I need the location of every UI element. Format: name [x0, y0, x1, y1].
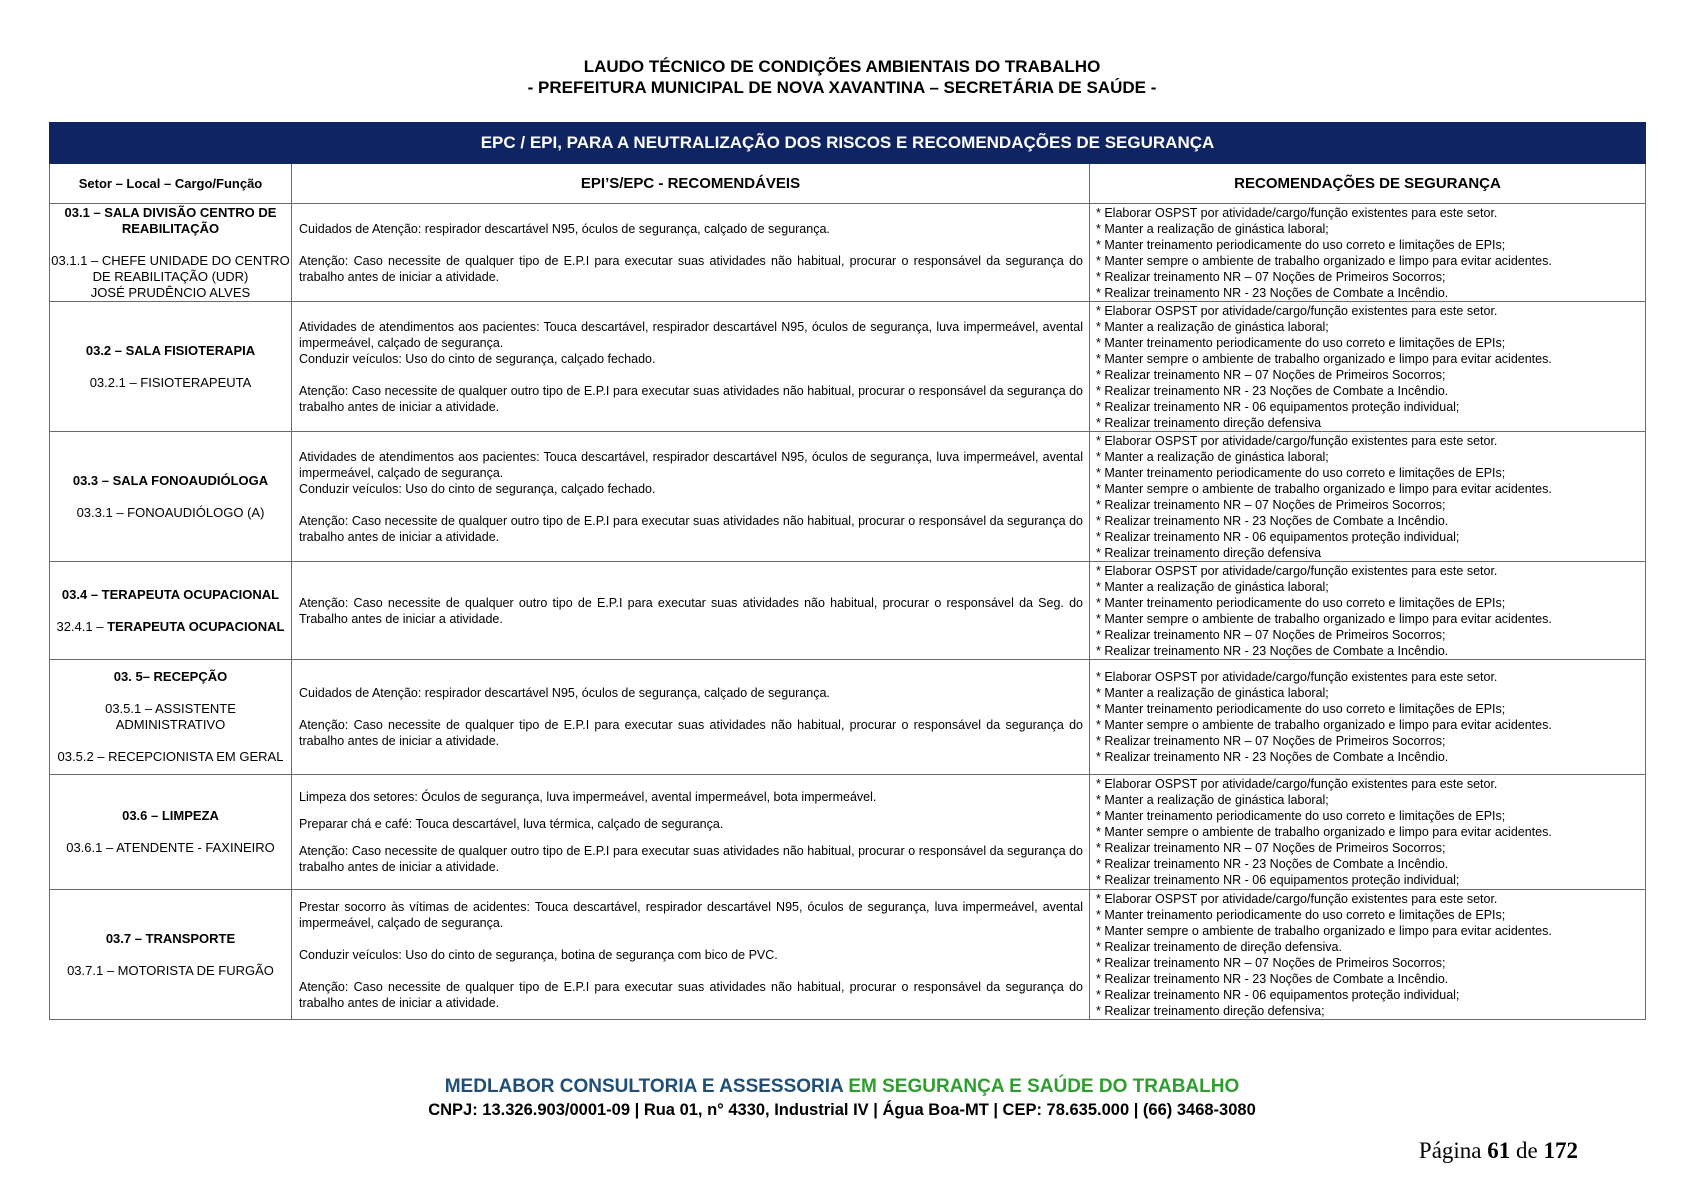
sector-role: 03.7.1 – MOTORISTA DE FURGÃO [67, 962, 274, 978]
recommendation-item: * Elaborar OSPST por atividade/cargo/função existentes para este setor. [1096, 205, 1498, 220]
recommendation-item: * Elaborar OSPST por atividade/cargo/função existentes para este setor. [1096, 563, 1498, 578]
sector-cell [50, 204, 292, 302]
brand-tagline: EM SEGURANÇA E SAÚDE DO TRABALHO [848, 1076, 1240, 1097]
recommendation-item: * Realizar treinamento NR – 07 Noções de Primeiros Socorros; [1096, 734, 1446, 748]
page-word: Página [1418, 1138, 1482, 1163]
recommendation-item: * Manter sempre o ambiente de trabalho organizado e limpo para evitar acidentes. [1096, 611, 1552, 626]
recommendation-item: * Manter sempre o ambiente de trabalho organizado e limpo para evitar acidentes. [1096, 253, 1552, 268]
epi-recommendations-table [49, 122, 1646, 1020]
sector-role: 03.2.1 – FISIOTERAPEUTA [89, 374, 252, 390]
company-info: CNPJ: 13.326.903/0001-09 | Rua 01, n° 4330, Industrial IV | Água Boa-MT | CEP: 78.635.000 | (66) 3468-3080 [428, 1101, 1256, 1119]
column-header-epi: EPI’S/EPC - RECOMENDÁVEIS [292, 164, 1090, 204]
recommendation-item: * Manter sempre o ambiente de trabalho organizado e limpo para evitar acidentes. [1096, 923, 1552, 938]
recommendation-item: * Realizar treinamento NR - 23 Noções de Combate a Incêndio. [1096, 971, 1449, 986]
epi-text: Atenção: Caso necessite de qualquer tipo de E.P.I para executar suas atividades não habitual, procurar o responsável da segurança do trabalho antes de iniciar a atividade. [299, 718, 1083, 748]
epi-text: Conduzir veículos: Uso do cinto de segurança, calçado fechado. [299, 481, 656, 496]
sector-cell [50, 432, 292, 562]
epi-text: Atenção: Caso necessite de qualquer tipo de E.P.I para executar suas atividades não habitual, procurar o responsável da segurança do trabalho antes de iniciar a atividade. [299, 253, 1083, 284]
table-row [50, 432, 1646, 562]
epi-text: Limpeza dos setores: Óculos de segurança, luva impermeável, avental impermeável, bota impermeável. [299, 790, 877, 804]
page-number [1419, 1138, 1578, 1164]
recommendations-cell [1090, 204, 1646, 302]
epi-cell [292, 204, 1090, 302]
sector-cell [50, 660, 292, 775]
recommendation-item: * Manter sempre o ambiente de trabalho organizado e limpo para evitar acidentes. [1096, 825, 1552, 839]
recommendation-item: * Realizar treinamento NR - 06 equipamentos proteção individual; [1096, 987, 1460, 1002]
sector-role-code: 32.4.1 – [56, 618, 108, 634]
table-row [50, 660, 1646, 775]
sector-cell [50, 775, 292, 890]
epi-cell [292, 432, 1090, 562]
epi-text: Conduzir veículos: Uso do cinto de segurança, botina de segurança com bico de PVC. [299, 947, 778, 962]
recommendations-cell [1090, 562, 1646, 660]
document-footer [0, 1075, 1684, 1121]
epi-cell [292, 775, 1090, 890]
sector-role: 03.5.2 – RECEPCIONISTA EM GERAL [57, 749, 284, 764]
recommendation-item: * Manter treinamento periodicamente do uso correto e limitações de EPIs; [1096, 335, 1506, 350]
table-row [50, 775, 1646, 890]
epi-cell [292, 660, 1090, 775]
recommendation-item: * Realizar treinamento NR – 07 Noções de Primeiros Socorros; [1096, 367, 1446, 382]
brand-name: MEDLABOR CONSULTORIA E ASSESSORIA [444, 1076, 844, 1097]
table-row [50, 302, 1646, 432]
recommendation-item: * Elaborar OSPST por atividade/cargo/função existentes para este setor. [1096, 891, 1498, 906]
recommendation-item: * Manter a realização de ginástica laboral; [1096, 449, 1329, 464]
recommendation-item: * Manter a realização de ginástica laboral; [1096, 793, 1329, 807]
recommendation-item: * Realizar treinamento NR - 23 Noções de Combate a Incêndio. [1096, 750, 1449, 764]
recommendation-item: * Realizar treinamento direção defensiva [1096, 545, 1322, 560]
epi-text: Cuidados de Atenção: respirador descartável N95, óculos de segurança, calçado de segurança. [299, 686, 830, 700]
epi-text: Atenção: Caso necessite de qualquer outro tipo de E.P.I para executar suas atividades não habitual, procurar o responsável da Seg. do Trabalho antes de iniciar a atividade. [299, 595, 1083, 626]
sector-title: 03. 5– RECEPÇÃO [113, 669, 228, 684]
epi-text: Atenção: Caso necessite de qualquer outro tipo de E.P.I para executar suas atividades não habitual, procurar o responsável da segurança do trabalho antes de iniciar a atividade. [299, 383, 1083, 414]
recommendation-item: * Manter a realização de ginástica laboral; [1096, 686, 1329, 700]
recommendation-item: * Realizar treinamento NR - 23 Noções de Combate a Incêndio. [1096, 383, 1449, 398]
page-total: 172 [1543, 1138, 1578, 1163]
epi-text: Atenção: Caso necessite de qualquer outro tipo de E.P.I para executar suas atividades não habitual, procurar o responsável da segurança do trabalho antes de iniciar a atividade. [299, 844, 1083, 874]
recommendation-item: * Realizar treinamento NR – 07 Noções de Primeiros Socorros; [1096, 627, 1446, 642]
epi-cell [292, 890, 1090, 1020]
recommendation-item: * Realizar treinamento NR - 06 equipamentos proteção individual; [1096, 873, 1460, 887]
table-banner: EPC / EPI, PARA A NEUTRALIZAÇÃO DOS RISCOS E RECOMENDAÇÕES DE SEGURANÇA [50, 123, 1646, 164]
sector-cell [50, 562, 292, 660]
recommendation-item: * Realizar treinamento NR – 07 Noções de Primeiros Socorros; [1096, 841, 1446, 855]
sector-title: 03.1 – SALA DIVISÃO CENTRO DE REABILITAÇÃO [64, 204, 277, 236]
recommendations-cell [1090, 432, 1646, 562]
recommendation-item: * Elaborar OSPST por atividade/cargo/função existentes para este setor. [1096, 303, 1498, 318]
recommendation-item: * Realizar treinamento NR - 23 Noções de Combate a Incêndio. [1096, 857, 1449, 871]
recommendation-item: * Realizar treinamento NR - 23 Noções de Combate a Incêndio. [1096, 513, 1449, 528]
recommendation-item: * Realizar treinamento direção defensiva; [1096, 1003, 1325, 1018]
document-header [0, 56, 1684, 98]
epi-text: Prestar socorro às vítimas de acidentes: Touca descartável, respirador descartável N95, óculos de segurança, luva impermeável, avental impermeável, calçado de segurança. [299, 899, 1083, 930]
table-row [50, 890, 1646, 1020]
epi-cell [292, 562, 1090, 660]
recommendation-item: * Manter sempre o ambiente de trabalho organizado e limpo para evitar acidentes. [1096, 481, 1552, 496]
sector-title: 03.6 – LIMPEZA [122, 808, 219, 823]
sector-role: TERAPEUTA OCUPACIONAL [107, 618, 285, 634]
recommendation-item: * Manter treinamento periodicamente do uso correto e limitações de EPIs; [1096, 465, 1506, 480]
sector-title: 03.7 – TRANSPORTE [105, 930, 236, 946]
recommendation-item: * Elaborar OSPST por atividade/cargo/função existentes para este setor. [1096, 433, 1498, 448]
recommendation-item: * Realizar treinamento NR - 06 equipamentos proteção individual; [1096, 529, 1460, 544]
recommendation-item: * Manter a realização de ginástica laboral; [1096, 319, 1329, 334]
recommendation-item: * Realizar treinamento NR - 23 Noções de Combate a Incêndio. [1096, 285, 1449, 300]
recommendation-item: * Realizar treinamento NR - 06 equipamentos proteção individual; [1096, 399, 1460, 414]
epi-text: Atividades de atendimentos aos pacientes: Touca descartável, respirador descartável N95, óculos de segurança, luva impermeável, avental impermeável, calçado de segurança. [299, 319, 1083, 350]
epi-text: Atenção: Caso necessite de qualquer tipo de E.P.I para executar suas atividades não habitual, procurar o responsável da segurança do trabalho antes de iniciar a atividade. [299, 979, 1083, 1010]
sector-role: 03.3.1 – FONOAUDIÓLOGO (A) [76, 504, 265, 520]
epi-text: Atenção: Caso necessite de qualquer outro tipo de E.P.I para executar suas atividades não habitual, procurar o responsável da segurança do trabalho antes de iniciar a atividade. [299, 513, 1083, 544]
sector-person: JOSÉ PRUDÊNCIO ALVES [90, 284, 251, 300]
recommendations-cell [1090, 775, 1646, 890]
sector-title: 03.2 – SALA FISIOTERAPIA [85, 342, 256, 358]
sector-title: 03.3 – SALA FONOAUDIÓLOGA [72, 472, 269, 488]
recommendation-item: * Realizar treinamento NR – 07 Noções de Primeiros Socorros; [1096, 497, 1446, 512]
recommendation-item: * Realizar treinamento de direção defensiva. [1096, 939, 1342, 954]
recommendation-item: * Realizar treinamento NR – 07 Noções de Primeiros Socorros; [1096, 269, 1446, 284]
recommendation-item: * Manter treinamento periodicamente do uso correto e limitações de EPIs; [1096, 237, 1506, 252]
recommendations-cell [1090, 302, 1646, 432]
recommendation-item: * Realizar treinamento NR - 23 Noções de Combate a Incêndio. [1096, 643, 1449, 658]
epi-text: Atividades de atendimentos aos pacientes: Touca descartável, respirador descartável N95, óculos de segurança, luva impermeável, avental impermeável, calçado de segurança. [299, 449, 1083, 480]
sector-cell [50, 302, 292, 432]
recommendation-item: * Manter treinamento periodicamente do uso correto e limitações de EPIs; [1096, 907, 1506, 922]
sector-title: – TERAPEUTA OCUPACIONAL [87, 586, 280, 602]
recommendation-item: * Elaborar OSPST por atividade/cargo/função existentes para este setor. [1096, 670, 1498, 684]
column-header-sector: Setor – Local – Cargo/Função [50, 164, 292, 204]
recommendations-cell [1090, 890, 1646, 1020]
recommendation-item: * Realizar treinamento NR – 07 Noções de Primeiros Socorros; [1096, 955, 1446, 970]
recommendation-item: * Manter a realização de ginástica laboral; [1096, 221, 1329, 236]
recommendation-item: * Manter treinamento periodicamente do uso correto e limitações de EPIs; [1096, 809, 1506, 823]
table-row [50, 204, 1646, 302]
document-title: LAUDO TÉCNICO DE CONDIÇÕES AMBIENTAIS DO TRABALHO [583, 57, 1101, 76]
recommendation-item: * Elaborar OSPST por atividade/cargo/função existentes para este setor. [1096, 777, 1498, 791]
table-row [50, 562, 1646, 660]
recommendation-item: * Manter treinamento periodicamente do uso correto e limitações de EPIs; [1096, 595, 1506, 610]
recommendation-item: * Manter sempre o ambiente de trabalho organizado e limpo para evitar acidentes. [1096, 718, 1552, 732]
epi-text: Conduzir veículos: Uso do cinto de segurança, calçado fechado. [299, 351, 656, 366]
sector-cell [50, 890, 292, 1020]
page-current: 61 [1487, 1138, 1511, 1163]
sector-title-code: 03.4 [61, 586, 88, 602]
epi-text: Cuidados de Atenção: respirador descartável N95, óculos de segurança, calçado de segurança. [299, 221, 830, 236]
recommendation-item: * Manter sempre o ambiente de trabalho organizado e limpo para evitar acidentes. [1096, 351, 1552, 366]
recommendation-item: * Manter treinamento periodicamente do uso correto e limitações de EPIs; [1096, 702, 1506, 716]
company-brand [0, 1075, 1684, 1099]
document-subtitle: - PREFEITURA MUNICIPAL DE NOVA XAVANTINA – SECRETÁRIA DE SAÚDE - [527, 78, 1157, 97]
sector-role: 03.6.1 – ATENDENTE - FAXINEIRO [66, 840, 275, 855]
epi-cell [292, 302, 1090, 432]
column-header-recommendations: RECOMENDAÇÕES DE SEGURANÇA [1090, 164, 1646, 204]
recommendations-cell [1090, 660, 1646, 775]
page-of: de [1516, 1138, 1538, 1163]
recommendation-item: * Manter a realização de ginástica laboral; [1096, 579, 1329, 594]
recommendation-item: * Realizar treinamento direção defensiva [1096, 415, 1322, 430]
sector-role: 03.1.1 – CHEFE UNIDADE DO CENTRO DE REABILITAÇÃO (UDR) [51, 252, 290, 284]
sector-role: 03.5.1 – ASSISTENTE ADMINISTRATIVO [105, 701, 236, 732]
epi-text: Preparar chá e café: Touca descartável, luva térmica, calçado de segurança. [299, 817, 724, 831]
